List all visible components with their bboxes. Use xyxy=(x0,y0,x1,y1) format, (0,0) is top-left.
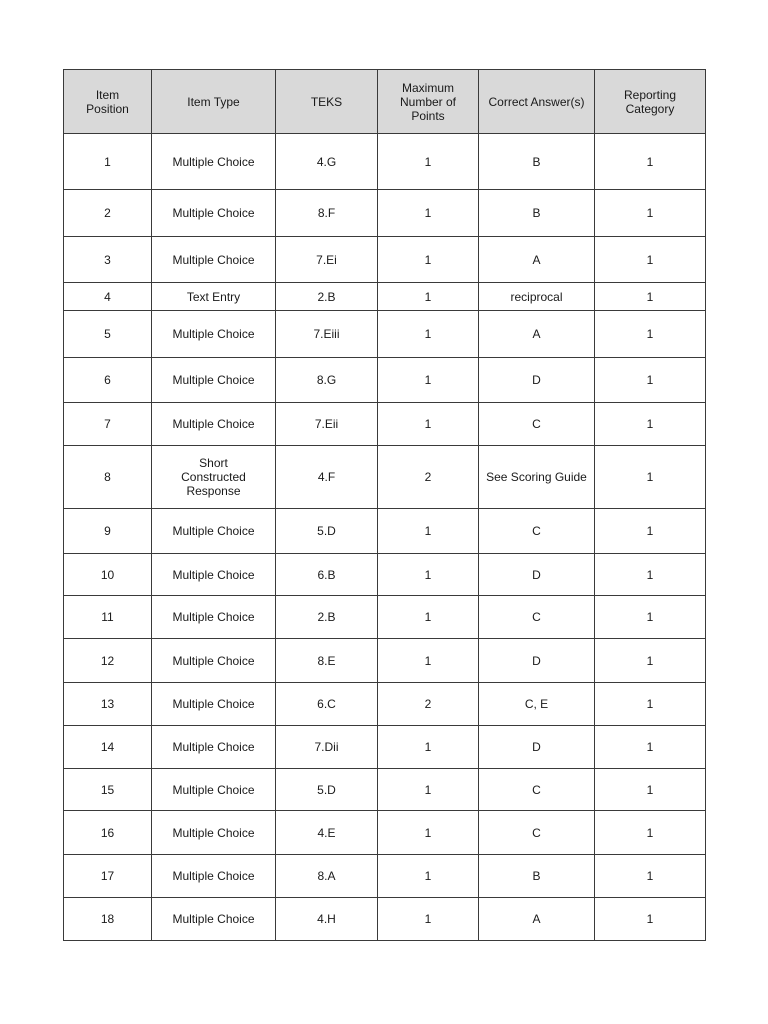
cell-item-position xyxy=(64,358,152,403)
cell-correct-answer xyxy=(479,283,595,311)
cell-text: 2.B xyxy=(317,610,336,624)
cell-text: 4.F xyxy=(317,470,336,484)
cell-text: Multiple Choice xyxy=(172,327,255,341)
cell-max-points xyxy=(378,683,479,726)
cell-text: 1 xyxy=(424,610,432,624)
cell-text: 8.A xyxy=(317,869,336,883)
cell-text: Multiple Choice xyxy=(172,524,255,538)
cell-text: Multiple Choice xyxy=(172,373,255,387)
cell-text: 5 xyxy=(104,327,111,341)
cell-reporting-category xyxy=(595,134,706,190)
cell-item-position xyxy=(64,769,152,811)
cell-text: 8.E xyxy=(317,653,336,668)
cell-text: 8.G xyxy=(316,373,337,387)
cell-max-points xyxy=(378,855,479,898)
cell-text: 1 xyxy=(424,154,432,169)
table-row xyxy=(64,134,706,190)
cell-text: A xyxy=(532,252,541,267)
cell-text: C xyxy=(532,417,541,431)
cell-text: C xyxy=(532,782,541,797)
cell-max-points xyxy=(378,509,479,554)
table-row xyxy=(64,639,706,683)
cell-text: Multiple Choice xyxy=(172,869,255,883)
cell-item-position xyxy=(64,898,152,941)
cell-max-points xyxy=(378,811,479,855)
cell-item-type xyxy=(152,811,276,855)
cell-item-type xyxy=(152,311,276,358)
cell-text: 6 xyxy=(104,373,111,387)
cell-correct-answer xyxy=(479,596,595,639)
cell-correct-answer xyxy=(479,811,595,855)
cell-text: B xyxy=(532,206,541,220)
cell-max-points xyxy=(378,726,479,769)
header-label: Item Position xyxy=(86,87,129,116)
cell-text: 1 xyxy=(646,567,654,582)
cell-item-position xyxy=(64,639,152,683)
cell-text: Multiple Choice xyxy=(172,740,255,754)
cell-item-type xyxy=(152,237,276,283)
cell-text: 6.C xyxy=(317,697,336,711)
cell-item-position xyxy=(64,596,152,639)
table-row xyxy=(64,311,706,358)
cell-reporting-category xyxy=(595,554,706,596)
cell-text: C xyxy=(532,825,541,840)
cell-text: 5.D xyxy=(317,782,336,797)
cell-reporting-category xyxy=(595,811,706,855)
cell-text: 1 xyxy=(424,252,432,267)
cell-text: Multiple Choice xyxy=(172,154,255,169)
cell-text: C xyxy=(532,524,541,538)
header-label: Maximum Number of Points xyxy=(399,80,457,123)
header-item-type xyxy=(152,70,276,134)
cell-text: Text Entry xyxy=(186,289,241,304)
cell-item-position xyxy=(64,283,152,311)
table-row xyxy=(64,554,706,596)
cell-max-points xyxy=(378,311,479,358)
cell-text: 1 xyxy=(646,327,654,341)
cell-text: 1 xyxy=(424,782,432,797)
cell-reporting-category xyxy=(595,683,706,726)
cell-text: 1 xyxy=(646,524,654,538)
cell-item-type xyxy=(152,683,276,726)
cell-correct-answer xyxy=(479,358,595,403)
table-row xyxy=(64,237,706,283)
header-label: Correct Answer(s) xyxy=(488,94,585,109)
cell-item-position xyxy=(64,311,152,358)
cell-text: 7.Ei xyxy=(316,252,337,267)
header-teks xyxy=(276,70,378,134)
cell-reporting-category xyxy=(595,358,706,403)
cell-max-points xyxy=(378,237,479,283)
cell-text: Multiple Choice xyxy=(172,825,255,840)
cell-text: 1 xyxy=(104,154,111,169)
cell-text: D xyxy=(532,373,541,387)
cell-item-type xyxy=(152,134,276,190)
cell-text: 2.B xyxy=(317,289,336,304)
cell-reporting-category xyxy=(595,769,706,811)
cell-text: 7.Eii xyxy=(314,417,339,431)
cell-text: 7.Dii xyxy=(314,740,339,754)
cell-text: 17 xyxy=(100,869,115,883)
cell-max-points xyxy=(378,283,479,311)
cell-text: 1 xyxy=(646,289,654,304)
cell-correct-answer xyxy=(479,403,595,446)
cell-correct-answer xyxy=(479,446,595,509)
cell-text: Multiple Choice xyxy=(172,206,255,220)
cell-correct-answer xyxy=(479,855,595,898)
cell-text: 3 xyxy=(104,252,111,267)
cell-item-type xyxy=(152,855,276,898)
cell-text: 1 xyxy=(424,740,432,754)
cell-text: Short Constructed Response xyxy=(181,456,246,498)
cell-text: 9 xyxy=(104,524,111,538)
cell-item-type xyxy=(152,554,276,596)
cell-text: 2 xyxy=(424,470,432,484)
cell-text: C, E xyxy=(524,697,549,711)
cell-teks xyxy=(276,403,378,446)
cell-correct-answer xyxy=(479,134,595,190)
cell-max-points xyxy=(378,554,479,596)
cell-text: D xyxy=(532,653,541,668)
cell-reporting-category xyxy=(595,855,706,898)
table-row xyxy=(64,509,706,554)
cell-item-position xyxy=(64,237,152,283)
cell-teks xyxy=(276,446,378,509)
cell-item-type xyxy=(152,446,276,509)
table-row xyxy=(64,898,706,941)
cell-text: 8.F xyxy=(317,206,336,220)
cell-text: 1 xyxy=(646,740,654,754)
cell-text: 2 xyxy=(424,697,432,711)
cell-max-points xyxy=(378,358,479,403)
cell-correct-answer xyxy=(479,311,595,358)
cell-text: 2 xyxy=(104,206,111,220)
cell-text: 11 xyxy=(101,610,114,624)
cell-text: 7 xyxy=(104,417,111,431)
cell-text: A xyxy=(532,327,541,341)
cell-item-position xyxy=(64,811,152,855)
cell-text: D xyxy=(532,567,541,582)
cell-text: Multiple Choice xyxy=(172,252,255,267)
cell-item-position xyxy=(64,403,152,446)
cell-text: 15 xyxy=(100,782,115,797)
cell-text: 1 xyxy=(646,782,654,797)
cell-text: 1 xyxy=(424,373,432,387)
cell-teks xyxy=(276,639,378,683)
table-row xyxy=(64,358,706,403)
cell-text: 18 xyxy=(100,912,115,926)
cell-text: 1 xyxy=(646,825,654,840)
table-row xyxy=(64,403,706,446)
cell-teks xyxy=(276,311,378,358)
cell-text: 1 xyxy=(646,653,654,668)
cell-text: 1 xyxy=(646,697,654,711)
header-label: TEKS xyxy=(310,94,343,109)
cell-correct-answer xyxy=(479,769,595,811)
header-item-position xyxy=(64,70,152,134)
cell-item-type xyxy=(152,596,276,639)
cell-correct-answer xyxy=(479,237,595,283)
cell-teks xyxy=(276,855,378,898)
cell-reporting-category xyxy=(595,237,706,283)
cell-text: 1 xyxy=(424,653,432,668)
cell-teks xyxy=(276,554,378,596)
cell-reporting-category xyxy=(595,726,706,769)
table-row xyxy=(64,811,706,855)
cell-max-points xyxy=(378,134,479,190)
cell-item-type xyxy=(152,190,276,237)
cell-reporting-category xyxy=(595,596,706,639)
cell-text: Multiple Choice xyxy=(172,697,255,711)
cell-text: 4.H xyxy=(317,912,336,926)
cell-text: 1 xyxy=(646,206,654,220)
cell-item-position xyxy=(64,855,152,898)
cell-item-position xyxy=(64,190,152,237)
cell-max-points xyxy=(378,446,479,509)
cell-item-type xyxy=(152,509,276,554)
cell-text: Multiple Choice xyxy=(172,417,255,431)
cell-item-position xyxy=(64,446,152,509)
cell-correct-answer xyxy=(479,509,595,554)
table-row xyxy=(64,283,706,311)
cell-text: 14 xyxy=(100,740,115,754)
cell-text: Multiple Choice xyxy=(172,653,255,668)
cell-reporting-category xyxy=(595,639,706,683)
cell-text: A xyxy=(532,912,541,926)
cell-item-type xyxy=(152,639,276,683)
table-row xyxy=(64,769,706,811)
cell-max-points xyxy=(378,190,479,237)
cell-item-type xyxy=(152,769,276,811)
cell-text: 1 xyxy=(424,289,432,304)
table-header xyxy=(64,70,706,134)
cell-teks xyxy=(276,134,378,190)
cell-text: 1 xyxy=(646,252,654,267)
header-label: Reporting Category xyxy=(623,87,677,116)
cell-text: 1 xyxy=(646,470,654,484)
header-reporting-category xyxy=(595,70,706,134)
cell-correct-answer xyxy=(479,683,595,726)
cell-correct-answer xyxy=(479,726,595,769)
table-body xyxy=(64,134,706,941)
cell-item-type xyxy=(152,726,276,769)
cell-text: 4.E xyxy=(317,825,336,840)
cell-item-position xyxy=(64,509,152,554)
cell-teks xyxy=(276,358,378,403)
header-row xyxy=(64,70,706,134)
cell-correct-answer xyxy=(479,554,595,596)
cell-text: 4.G xyxy=(316,154,337,169)
cell-text: B xyxy=(532,154,541,169)
cell-teks xyxy=(276,509,378,554)
answer-key-table xyxy=(63,69,706,941)
header-correct-answer xyxy=(479,70,595,134)
cell-teks xyxy=(276,683,378,726)
cell-teks xyxy=(276,237,378,283)
cell-text: 6.B xyxy=(317,567,336,582)
cell-text: 1 xyxy=(424,524,432,538)
cell-text: 1 xyxy=(424,869,432,883)
cell-reporting-category xyxy=(595,190,706,237)
cell-text: 1 xyxy=(646,912,654,926)
cell-text: B xyxy=(532,869,541,883)
cell-text: 1 xyxy=(646,417,654,431)
cell-text: 1 xyxy=(424,825,432,840)
cell-reporting-category xyxy=(595,509,706,554)
cell-reporting-category xyxy=(595,446,706,509)
cell-teks xyxy=(276,811,378,855)
cell-teks xyxy=(276,726,378,769)
cell-max-points xyxy=(378,403,479,446)
cell-max-points xyxy=(378,769,479,811)
cell-item-position xyxy=(64,726,152,769)
cell-reporting-category xyxy=(595,311,706,358)
cell-text: 1 xyxy=(424,327,432,341)
cell-text: 1 xyxy=(646,373,654,387)
cell-text: D xyxy=(532,740,541,754)
cell-item-type xyxy=(152,358,276,403)
table-row xyxy=(64,855,706,898)
cell-text: 5.D xyxy=(317,524,336,538)
cell-text: See Scoring Guide xyxy=(486,470,587,484)
table-row xyxy=(64,726,706,769)
cell-max-points xyxy=(378,639,479,683)
cell-teks xyxy=(276,898,378,941)
cell-text: 1 xyxy=(424,567,432,582)
cell-text: 16 xyxy=(100,825,115,840)
cell-text: 1 xyxy=(424,417,432,431)
cell-text: 7.Eiii xyxy=(313,327,340,341)
cell-teks xyxy=(276,769,378,811)
cell-item-position xyxy=(64,683,152,726)
cell-text: 8 xyxy=(104,470,111,484)
cell-reporting-category xyxy=(595,403,706,446)
cell-max-points xyxy=(378,898,479,941)
cell-item-position xyxy=(64,554,152,596)
cell-text: 1 xyxy=(646,154,654,169)
header-label: Item Type xyxy=(187,94,240,109)
cell-text: 1 xyxy=(646,610,654,624)
cell-text: 13 xyxy=(100,697,115,711)
cell-max-points xyxy=(378,596,479,639)
cell-correct-answer xyxy=(479,898,595,941)
cell-teks xyxy=(276,596,378,639)
cell-reporting-category xyxy=(595,283,706,311)
cell-text: Multiple Choice xyxy=(172,782,255,797)
cell-text: 1 xyxy=(424,912,432,926)
table-row xyxy=(64,446,706,509)
cell-teks xyxy=(276,190,378,237)
cell-item-position xyxy=(64,134,152,190)
cell-text: 1 xyxy=(424,206,432,220)
cell-text: 1 xyxy=(646,869,654,883)
cell-text: Multiple Choice xyxy=(172,610,255,624)
cell-reporting-category xyxy=(595,898,706,941)
cell-correct-answer xyxy=(479,639,595,683)
cell-text: 10 xyxy=(100,567,115,582)
cell-text: Multiple Choice xyxy=(172,912,255,926)
cell-text: 4 xyxy=(104,289,111,304)
table-row xyxy=(64,190,706,237)
cell-item-type xyxy=(152,283,276,311)
cell-correct-answer xyxy=(479,190,595,237)
cell-text: C xyxy=(532,610,541,624)
cell-text: Multiple Choice xyxy=(172,567,255,582)
cell-teks xyxy=(276,283,378,311)
cell-text: 12 xyxy=(100,653,115,668)
cell-item-type xyxy=(152,898,276,941)
header-max-points xyxy=(378,70,479,134)
cell-text: reciprocal xyxy=(510,289,563,304)
table-row xyxy=(64,596,706,639)
table-row xyxy=(64,683,706,726)
cell-item-type xyxy=(152,403,276,446)
